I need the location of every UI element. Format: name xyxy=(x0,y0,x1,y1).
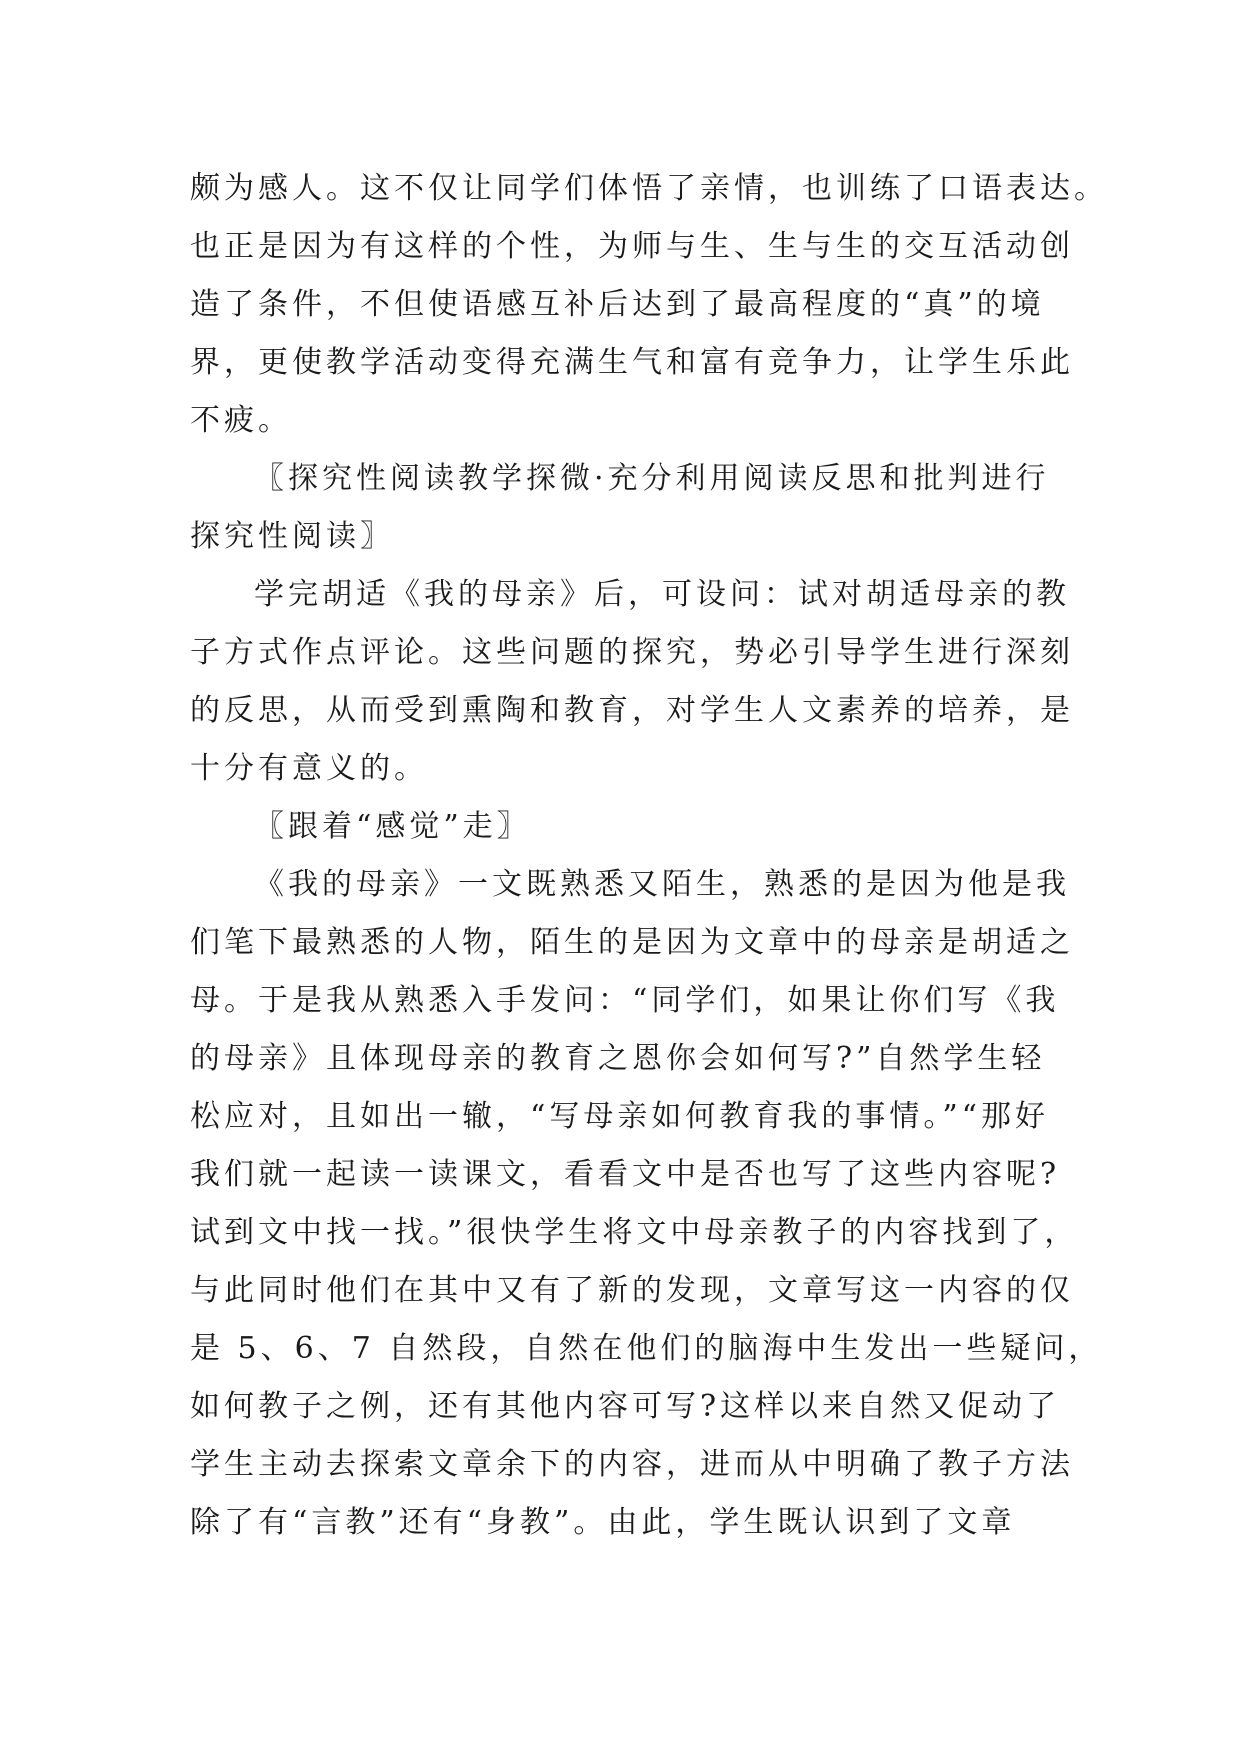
text-line: 颇为感人。这不仅让同学们体悟了亲情，也训练了口语表达。 xyxy=(190,171,1108,206)
text-line: 界，更使教学活动变得充满生气和富有竞争力，让学生乐此 xyxy=(190,345,1074,380)
text-line: 学完胡适《我的母亲》后，可设问：试对胡适母亲的教 xyxy=(254,577,1070,612)
section-heading-continued: 探究性阅读〗 xyxy=(190,519,394,554)
text-line: 与此同时他们在其中又有了新的发现，文章写这一内容的仅 xyxy=(190,1273,1074,1308)
body-text xyxy=(190,160,1108,1552)
text-line: 除了有“言教”还有“身教”。由此，学生既认识到了文章 xyxy=(190,1505,1016,1540)
text-line: 是 5、6、7 自然段，自然在他们的脑海中生发出一些疑问， xyxy=(190,1331,1103,1366)
text-line: 松应对，且如出一辙，“写母亲如何教育我的事情。”“那好 xyxy=(190,1099,1050,1134)
text-line: 不疲。 xyxy=(190,403,292,438)
text-line: 我们就一起读一读课文，看看文中是否也写了这些内容呢? xyxy=(190,1157,1061,1192)
section-heading: 〖探究性阅读教学探微·充分利用阅读反思和批判进行 xyxy=(254,461,1050,496)
text-line: 造了条件，不但使语感互补后达到了最高程度的“真”的境 xyxy=(190,287,1045,322)
text-line: 母。于是我从熟悉入手发问：“同学们，如果让你们写《我 xyxy=(190,983,1060,1018)
text-line: 的反思，从而受到熏陶和教育，对学生人文素养的培养，是 xyxy=(190,693,1074,728)
text-line: 试到文中找一找。”很快学生将文中母亲教子的内容找到了， xyxy=(190,1215,1079,1250)
section-heading: 〖跟着“感觉”走〗 xyxy=(254,809,531,844)
text-line: 也正是因为有这样的个性，为师与生、生与生的交互活动创 xyxy=(190,229,1074,264)
text-line: 们笔下最熟悉的人物，陌生的是因为文章中的母亲是胡适之 xyxy=(190,925,1074,960)
text-line: 《我的母亲》一文既熟悉又陌生，熟悉的是因为他是我 xyxy=(254,867,1070,902)
text-line: 的母亲》且体现母亲的教育之恩你会如何写?”自然学生轻 xyxy=(190,1041,1046,1076)
text-line: 如何教子之例，还有其他内容可写?这样以来自然又促动了 xyxy=(190,1389,1061,1424)
text-line: 十分有意义的。 xyxy=(190,751,428,786)
text-line: 子方式作点评论。这些问题的探究，势必引导学生进行深刻 xyxy=(190,635,1074,670)
text-line: 学生主动去探索文章余下的内容，进而从中明确了教子方法 xyxy=(190,1447,1074,1482)
